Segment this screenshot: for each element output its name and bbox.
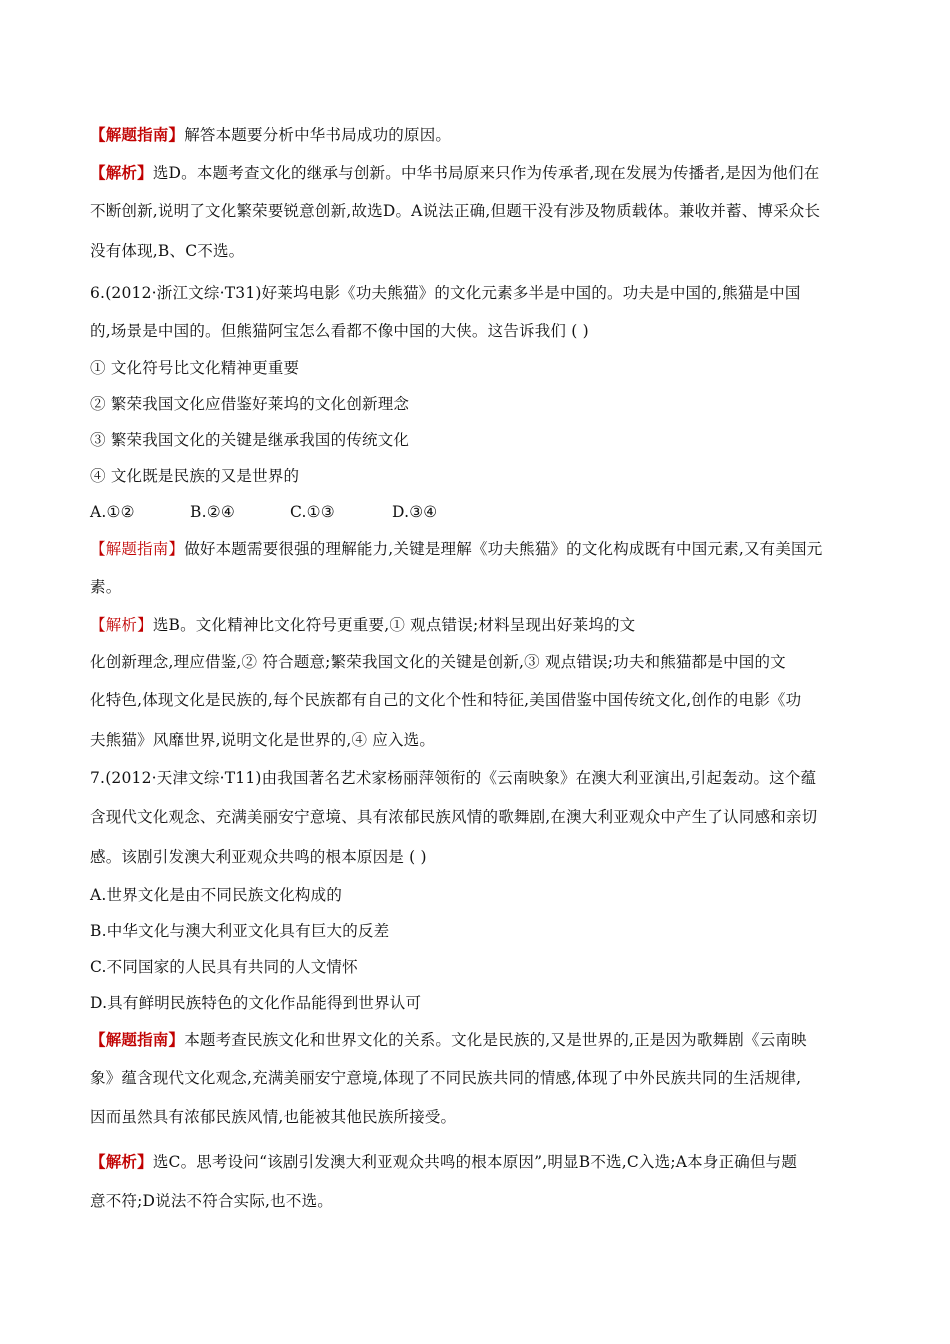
guide-tag: 【解题指南】 — [90, 540, 185, 558]
q5-analysis-line-3: 没有体现,B、C不选。 — [90, 242, 245, 260]
q7-guide-line-3: 因而虽然具有浓郁民族风情,也能被其他民族所接受。 — [90, 1108, 457, 1126]
q6-statement-4: ④ 文化既是民族的又是世界的 — [90, 467, 300, 485]
q6-option-a: A.①② — [90, 503, 135, 521]
guide-tag: 【解题指南】 — [90, 125, 185, 144]
q7-guide-line-2: 象》蕴含现代文化观念,充满美丽安宁意境,体现了不同民族共同的情感,体现了中外民族共同的生活规律, — [90, 1069, 802, 1087]
q7-analysis-line-2: 意不符;D说法不符合实际,也不选。 — [90, 1192, 333, 1210]
q5-guide: 【解题指南】解答本题要分析中华书局成功的原因。 — [90, 125, 452, 144]
q6-option-c: C.①③ — [290, 503, 335, 521]
q6-analysis-line-4: 夫熊猫》风靡世界,说明文化是世界的,④ 应入选。 — [90, 731, 436, 749]
q5-analysis-line-1: 【解析】选D。本题考查文化的继承与创新。中华书局原来只作为传承者,现在发展为传播者,是因为他们在 — [90, 163, 820, 182]
q5-analysis-line-2: 不断创新,说明了文化繁荣要锐意创新,故选D。A说法正确,但题干没有涉及物质载体。兼收并蓄、博采众长 — [90, 202, 821, 220]
analysis-tag: 【解析】 — [90, 163, 153, 182]
q6-option-b: B.②④ — [190, 503, 235, 521]
q7-stem-line-1: 7.(2012·天津文综·T11)由我国著名艺术家杨丽萍领衔的《云南映象》在澳大利亚演出,引起轰动。这个蕴 — [90, 769, 817, 787]
q6-analysis-line-2: 化创新理念,理应借鉴,② 符合题意;繁荣我国文化的关键是创新,③ 观点错误;功夫和熊猫都是中国的文 — [90, 653, 786, 671]
q6-statement-1: ① 文化符号比文化精神更重要 — [90, 359, 300, 377]
q7-stem-line-2: 含现代文化观念、充满美丽安宁意境、具有浓郁民族风情的歌舞剧,在澳大利亚观众中产生了认同感和亲切 — [90, 808, 818, 826]
q6-stem-line-1: 6.(2012·浙江文综·T31)好莱坞电影《功夫熊猫》的文化元素多半是中国的。功夫是中国的,熊猫是中国 — [90, 284, 801, 302]
q7-stem-line-3: 感。该剧引发澳大利亚观众共鸣的根本原因是 ( ) — [90, 848, 427, 866]
q7-option-b: B.中华文化与澳大利亚文化具有巨大的反差 — [90, 922, 390, 940]
q6-guide-line-1: 【解题指南】做好本题需要很强的理解能力,关键是理解《功夫熊猫》的文化构成既有中国元素,又有美国元 — [90, 540, 823, 558]
guide-tag: 【解题指南】 — [90, 1030, 185, 1049]
q7-option-c: C.不同国家的人民具有共同的人文情怀 — [90, 958, 358, 976]
analysis-tag: 【解析】 — [90, 1152, 153, 1171]
q6-stem-line-2: 的,场景是中国的。但熊猫阿宝怎么看都不像中国的大侠。这告诉我们 ( ) — [90, 322, 589, 340]
q6-statement-2: ② 繁荣我国文化应借鉴好莱坞的文化创新理念 — [90, 395, 410, 413]
q6-analysis-line-1: 【解析】选B。文化精神比文化符号更重要,① 观点错误;材料呈现出好莱坞的文 — [90, 616, 636, 634]
q6-guide-line-2: 素。 — [90, 578, 122, 596]
q6-analysis-line-3: 化特色,体现文化是民族的,每个民族都有自己的文化个性和特征,美国借鉴中国传统文化,创作的电影《功 — [90, 691, 802, 709]
q7-analysis-line-1: 【解析】选C。思考设问“该剧引发澳大利亚观众共鸣的根本原因”,明显B不选,C入选;A本身正确但与题 — [90, 1152, 798, 1171]
q6-statement-3: ③ 繁荣我国文化的关键是继承我国的传统文化 — [90, 431, 410, 449]
q7-option-d: D.具有鲜明民族特色的文化作品能得到世界认可 — [90, 994, 422, 1012]
analysis-tag: 【解析】 — [90, 616, 153, 634]
q6-option-d: D.③④ — [392, 503, 438, 521]
q7-option-a: A.世界文化是由不同民族文化构成的 — [90, 886, 343, 904]
q7-guide-line-1: 【解题指南】本题考查民族文化和世界文化的关系。文化是民族的,又是世界的,正是因为歌舞剧《云南映 — [90, 1030, 807, 1049]
